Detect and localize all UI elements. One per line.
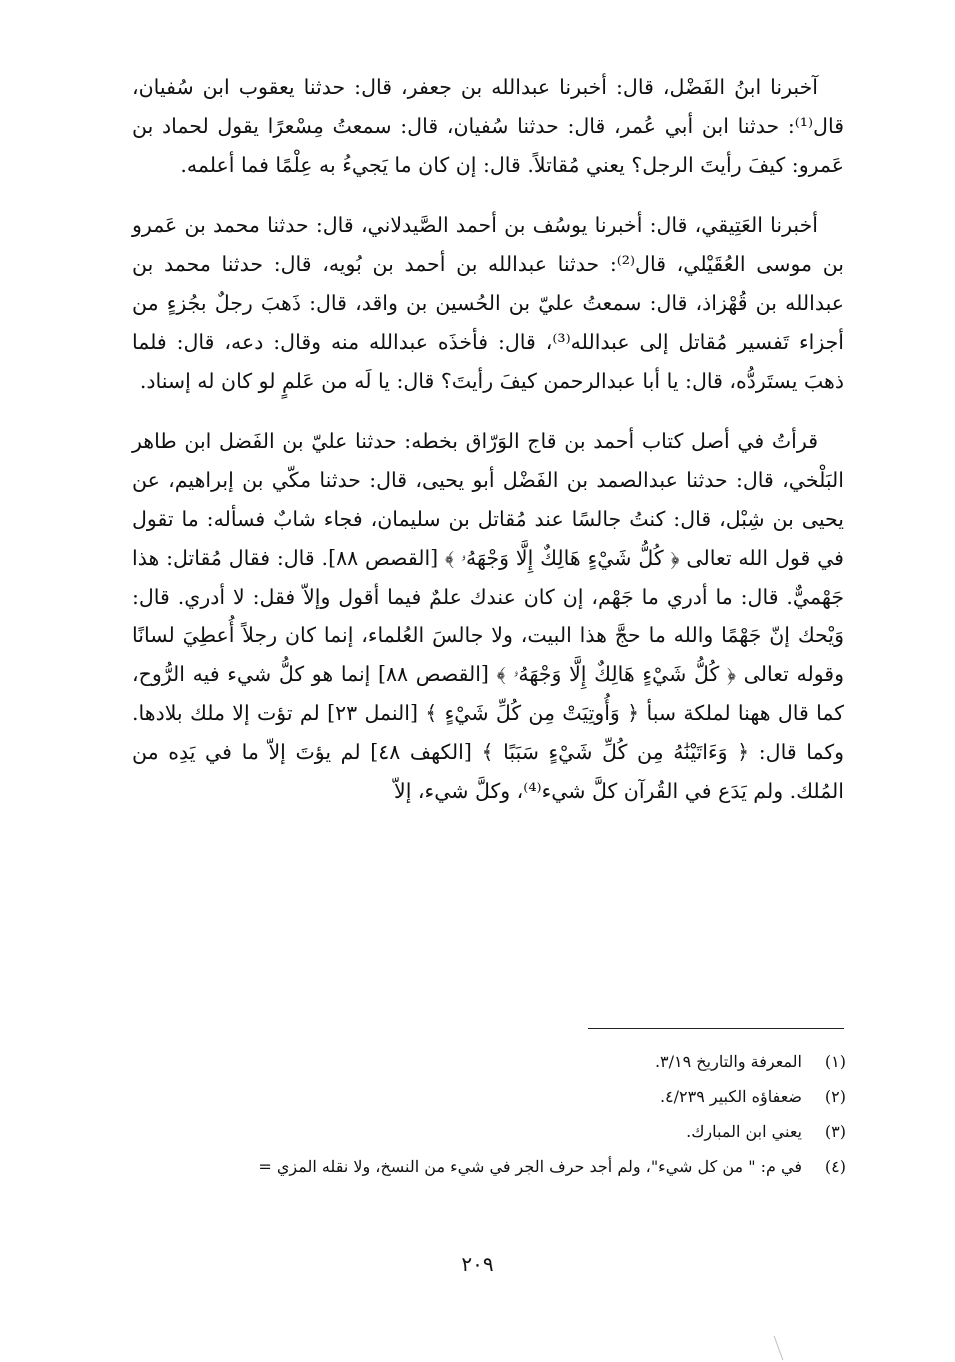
footnote-number: (٣)	[824, 1122, 846, 1141]
footnote-separator	[588, 1028, 844, 1029]
footnote-text: ضعفاؤه الكبير ٤/٢٣٩.	[659, 1087, 802, 1106]
footnote-number: (٢)	[824, 1087, 846, 1106]
footnote-text: يعني ابن المبارك.	[686, 1122, 802, 1141]
footnote-text: في م: " من كل شيء"، ولم أجد حرف الجر في شيء من النسخ، ولا نقله المزي =	[258, 1157, 802, 1176]
footnote-2	[120, 1079, 846, 1114]
footnote-4	[120, 1149, 846, 1184]
footnote-1	[120, 1044, 846, 1079]
scan-artifact	[766, 1336, 784, 1360]
footnotes	[120, 1044, 846, 1184]
page-number: ٢٠٩	[461, 1252, 494, 1276]
paragraph-3: قرأتُ في أصل كتاب أحمد بن قاج الوَرّاق بخطه: حدثنا عليّ بن الفَضل ابن طاهر البَلْخي، قال: حدثنا عبدالصمد بن الفَضْل أبو يحيى، قال: حدثنا مكّي بن إبراهيم، عن يحيى بن شِبْل، قال: كنتُ جالسًا عند مُقاتل بن سليمان، فجاء شابٌ فسأله: ما تقول في قول الله تعالى ﴿ كُلُّ شَيْءٍ هَالِكٌ إِلَّا وَجْهَهُۥ ﴾ [القصص ٨٨]. قال: فقال مُقاتل: هذا جَهْميٌّ. قال: ما أدري ما جَهْم، إن كان عندك علمٌ فيما أقول وإلاّ فقل: لا أدري. قال: وَيْحك إنّ جَهْمًا والله ما حجَّ هذا البيت، ولا جالسَ العُلماء، إنما كان رجلاً أُعطِيَ لسانًا وقوله تعالى ﴿ كُلُّ شَيْءٍ هَالِكٌ إِلَّا وَجْهَهُۥ ﴾ [القصص ٨٨] إنما هو كلُّ شيء فيه الرُّوح، كما قال ههنا لملكة سبأ ﴿ وَأُوتِيَتْ مِن كُلِّ شَيْءٍ ﴾ [النمل ٢٣] لم تؤت إلا ملك بلادها. وكما قال: ﴿ وَءَاتَيْنَٰهُ مِن كُلِّ شَيْءٍ سَبَبًا ﴾ [الكهف ٤٨] لم يؤتَ إلاّ ما في يَدِه من المُلك. ولم يَدَع في القُرآن كلَّ شيء⁽⁴⁾، وكلَّ شيء، إلاّ	[132, 429, 845, 803]
footnote-3	[120, 1114, 846, 1149]
main-text	[132, 68, 844, 810]
footnote-number: (١)	[824, 1052, 846, 1071]
paragraph-2: أخبرنا العَتِيقي، قال: أخبرنا يوسُف بن أحمد الصَّيدلاني، قال: حدثنا محمد بن عَمرو بن موسى العُقَيْلي، قال⁽²⁾: حدثنا عبدالله بن أحمد بن بُويه، قال: حدثنا محمد بن عبدالله بن قُهْزاذ، قال: سمعتُ عليّ بن الحُسين بن واقد، قال: ذَهبَ رجلٌ بجُزءٍ من أجزاء تَفسير مُقاتل إلى عبدالله⁽³⁾، قال: فأخذَه عبدالله منه وقال: دعه، قال: فلما ذهبَ يستَردُّه، قال: يا أبا عبدالرحمن كيفَ رأيتَ؟ قال: يا لَه من عَلمٍ لو كان له إسناد.	[132, 213, 844, 393]
footnote-text: المعرفة والتاريخ ٣/١٩.	[654, 1052, 802, 1071]
footnote-number: (٤)	[824, 1157, 846, 1176]
paragraph-1: آخبرنا ابنُ الفَضْل، قال: أخبرنا عبدالله بن جعفر، قال: حدثنا يعقوب ابن سُفيان، قال⁽¹⁾: حدثنا ابن أبي عُمر، قال: حدثنا سُفيان، قال: سمعتُ مِسْعرًا يقول لحماد بن عَمرو: كيفَ رأيتَ الرجل؟ يعني مُقاتلاً. قال: إن كان ما يَجيءُ به عِلْمًا فما أعلمه.	[132, 75, 844, 177]
